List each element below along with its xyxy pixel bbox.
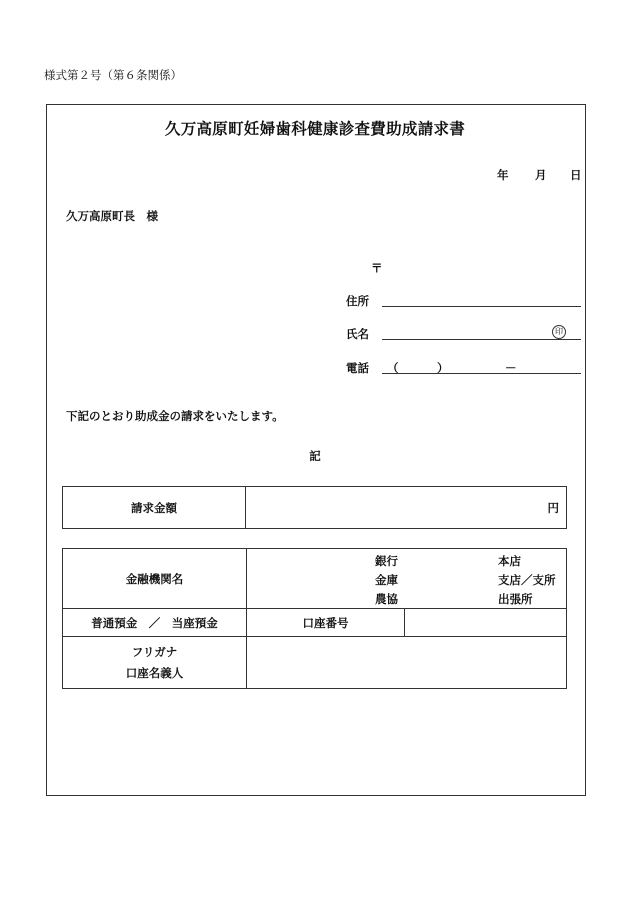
ki-heading: 記 [309, 449, 321, 463]
document-title: 久万高原町妊婦歯科健康診査費助成請求書 [164, 120, 466, 138]
addressee: 久万高原町長 様 [66, 209, 158, 223]
address-field-line[interactable] [382, 306, 581, 307]
account-holder-label-cell [63, 637, 247, 689]
account-holder-label: 口座名義人 [125, 665, 184, 680]
institution-type-bank: 銀行 [375, 554, 398, 568]
branch-type-branch: 支店／支所 [498, 573, 556, 587]
claim-amount-table [62, 486, 567, 529]
phone-field-line[interactable] [382, 373, 581, 374]
phone-dash: － [505, 361, 517, 375]
name-field-line[interactable] [382, 339, 581, 340]
claim-amount-field[interactable] [246, 487, 567, 529]
furigana-label: フリガナ [131, 644, 178, 659]
date-year-label: 年 [497, 168, 509, 182]
account-number-label: 口座番号 [247, 609, 405, 637]
claim-amount-label: 請求金額 [63, 487, 246, 529]
name-label: 氏名 [346, 327, 369, 341]
postal-mark: 〒 [371, 261, 383, 275]
seal-icon: 印 [552, 325, 566, 339]
request-statement: 下記のとおり助成金の請求をいたします。 [66, 409, 284, 423]
account-type-label: 普通預金 ／ 当座預金 [63, 609, 247, 637]
institution-type-shinkin: 金庫 [375, 573, 398, 587]
address-label: 住所 [346, 294, 369, 308]
institution-label: 金融機関名 [63, 549, 247, 609]
institution-field[interactable] [247, 549, 567, 609]
account-number-field[interactable] [405, 609, 567, 637]
branch-type-head-office: 本店 [498, 554, 521, 568]
phone-close-paren: ） [437, 361, 449, 375]
account-holder-field[interactable] [247, 637, 567, 689]
date-month-label: 月 [535, 168, 547, 182]
date-day-label: 日 [570, 168, 582, 182]
bank-account-table [62, 548, 567, 689]
phone-label: 電話 [346, 361, 369, 375]
branch-type-sub-branch: 出張所 [498, 592, 533, 606]
phone-open-paren: （ [387, 361, 399, 375]
form-number-label: 様式第２号（第６条関係） [44, 68, 182, 82]
institution-type-nokyo: 農協 [375, 592, 398, 606]
currency-unit: 円 [547, 500, 559, 515]
